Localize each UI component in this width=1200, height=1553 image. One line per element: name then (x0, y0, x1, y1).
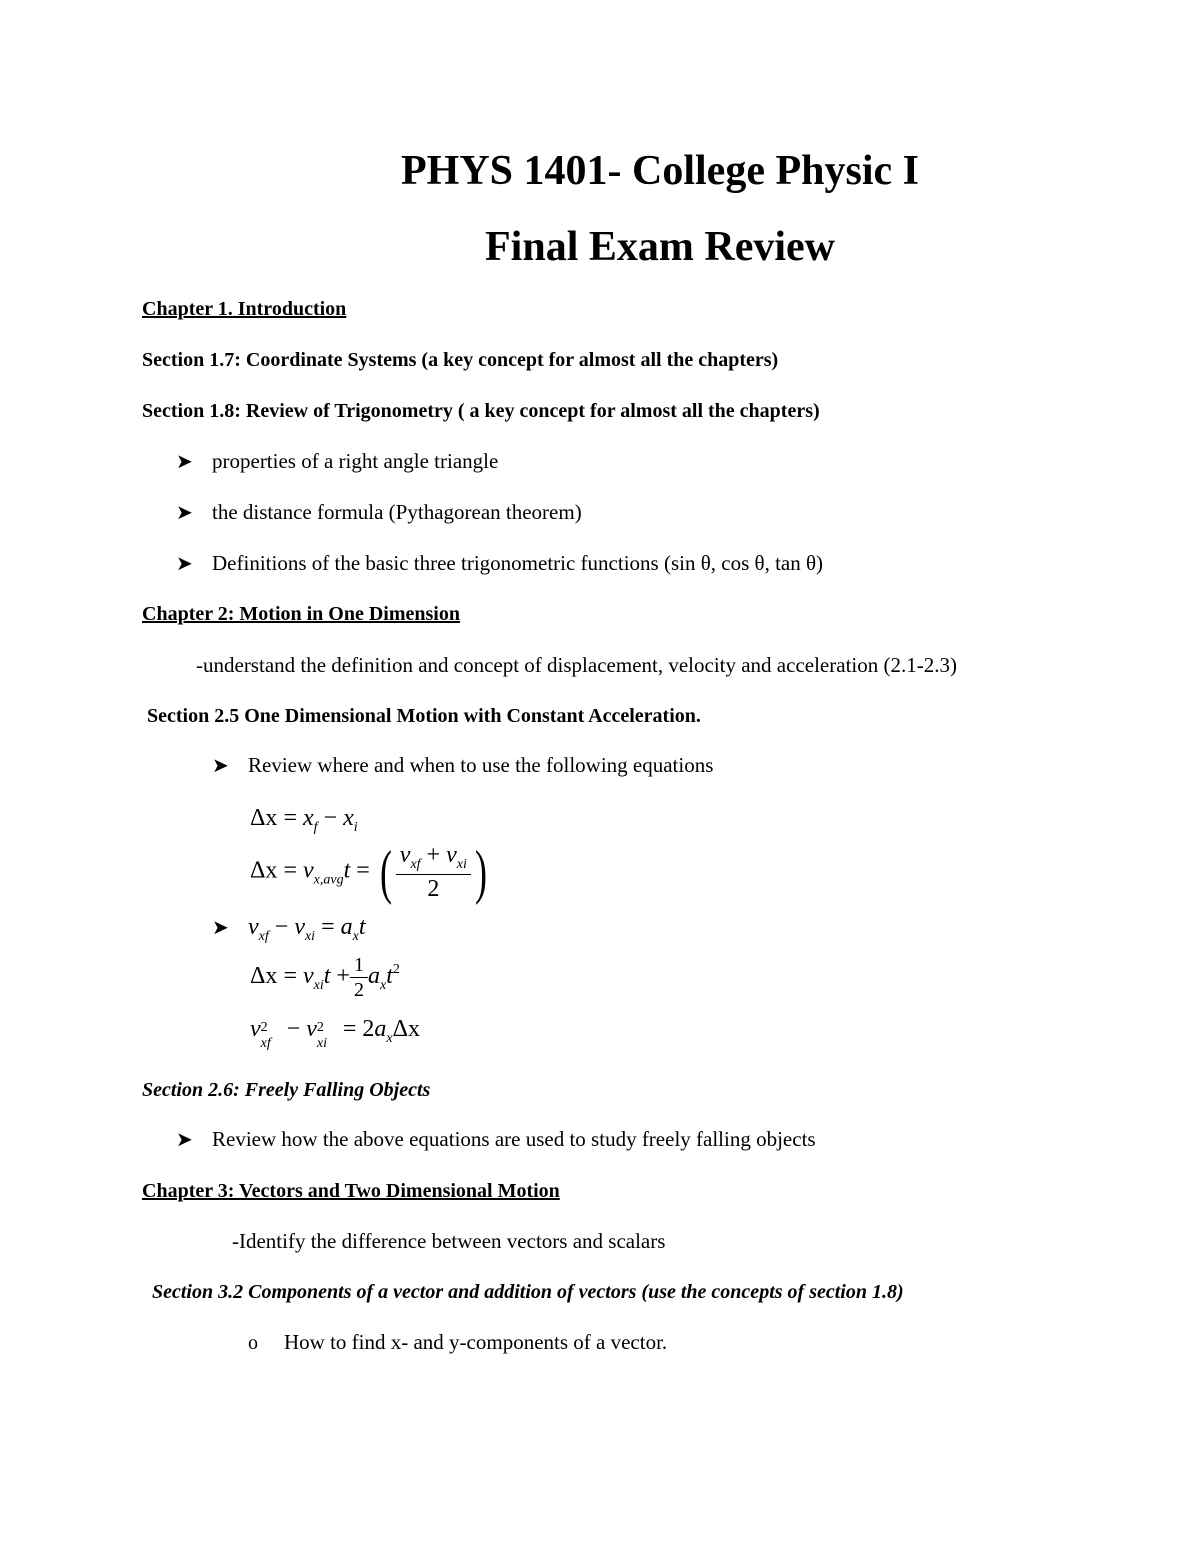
chapter-3-heading: Chapter 3: Vectors and Two Dimensional Motion (142, 1180, 560, 1202)
page-title: PHYS 1401- College Physic I (401, 148, 919, 194)
list-item (176, 1129, 816, 1150)
equation-average-velocity: $\Delta x = v_{x,avg}t$ = ( $\frac{v_{xf} + v_{xi}}{2}$ ) (250, 839, 487, 905)
list-item (176, 553, 823, 574)
equation-velocity: $v_{xf} - v_{xi} = a_xt$ (248, 914, 366, 944)
equation-displacement: $\Delta x = x_f - x_i$ (250, 805, 358, 835)
equation-velocity-squared: v 2 xf − v 2 xi = $2a_x\Delta x$ (250, 1016, 421, 1051)
section-1-7-heading: Section 1.7: Coordinate Systems (a key concept for almost all the chapters) (142, 349, 779, 371)
section-1-8-heading: Section 1.8: Review of Trigonometry ( a key concept for almost all the chapters) (142, 400, 820, 422)
arrow-bullet-icon: ➤ (212, 917, 229, 939)
arrow-bullet-icon: ➤ (176, 1129, 193, 1151)
chapter-2-intro: -understand the definition and concept of displacement, velocity and acceleration (2.1-2.3) (196, 653, 957, 677)
list-item-text: Definitions of the basic three trigonometric functions (sin θ, cos θ, tan θ) (212, 551, 824, 575)
circle-bullet-icon: o (248, 1332, 258, 1354)
equation-position: $\Delta x = v_{xi}t$ + $\frac{1}{2}$ $a_xt^2$ (250, 954, 400, 1001)
page-subtitle: Final Exam Review (485, 224, 835, 270)
chapter-2-heading: Chapter 2: Motion in One Dimension (142, 603, 460, 625)
arrow-bullet-icon: ➤ (176, 553, 193, 575)
chapter-3-intro: -Identify the difference between vectors and scalars (232, 1229, 666, 1253)
list-item (176, 502, 582, 523)
arrow-bullet-icon: ➤ (176, 502, 193, 524)
chapter-1-heading: Chapter 1. Introduction (142, 298, 347, 320)
list-item-text: the distance formula (Pythagorean theorem) (212, 500, 582, 524)
list-item-text: properties of a right angle triangle (212, 449, 499, 473)
list-item (212, 755, 713, 776)
list-item (212, 915, 366, 944)
list-item-text: Review how the above equations are used to study freely falling objects (212, 1127, 816, 1151)
list-item-text: How to find x- and y-components of a vector. (284, 1330, 668, 1354)
arrow-bullet-icon: ➤ (176, 451, 193, 473)
arrow-bullet-icon: ➤ (212, 755, 229, 777)
section-2-5-heading: Section 2.5 One Dimensional Motion with Constant Acceleration. (147, 705, 701, 727)
section-2-6-heading: Section 2.6: Freely Falling Objects (142, 1079, 431, 1101)
list-item-text: Review where and when to use the following equations (248, 753, 714, 777)
list-item (248, 1332, 667, 1353)
section-3-2-heading: Section 3.2 Components of a vector and addition of vectors (use the concepts of section 1.8) (152, 1281, 904, 1303)
list-item (176, 451, 498, 472)
